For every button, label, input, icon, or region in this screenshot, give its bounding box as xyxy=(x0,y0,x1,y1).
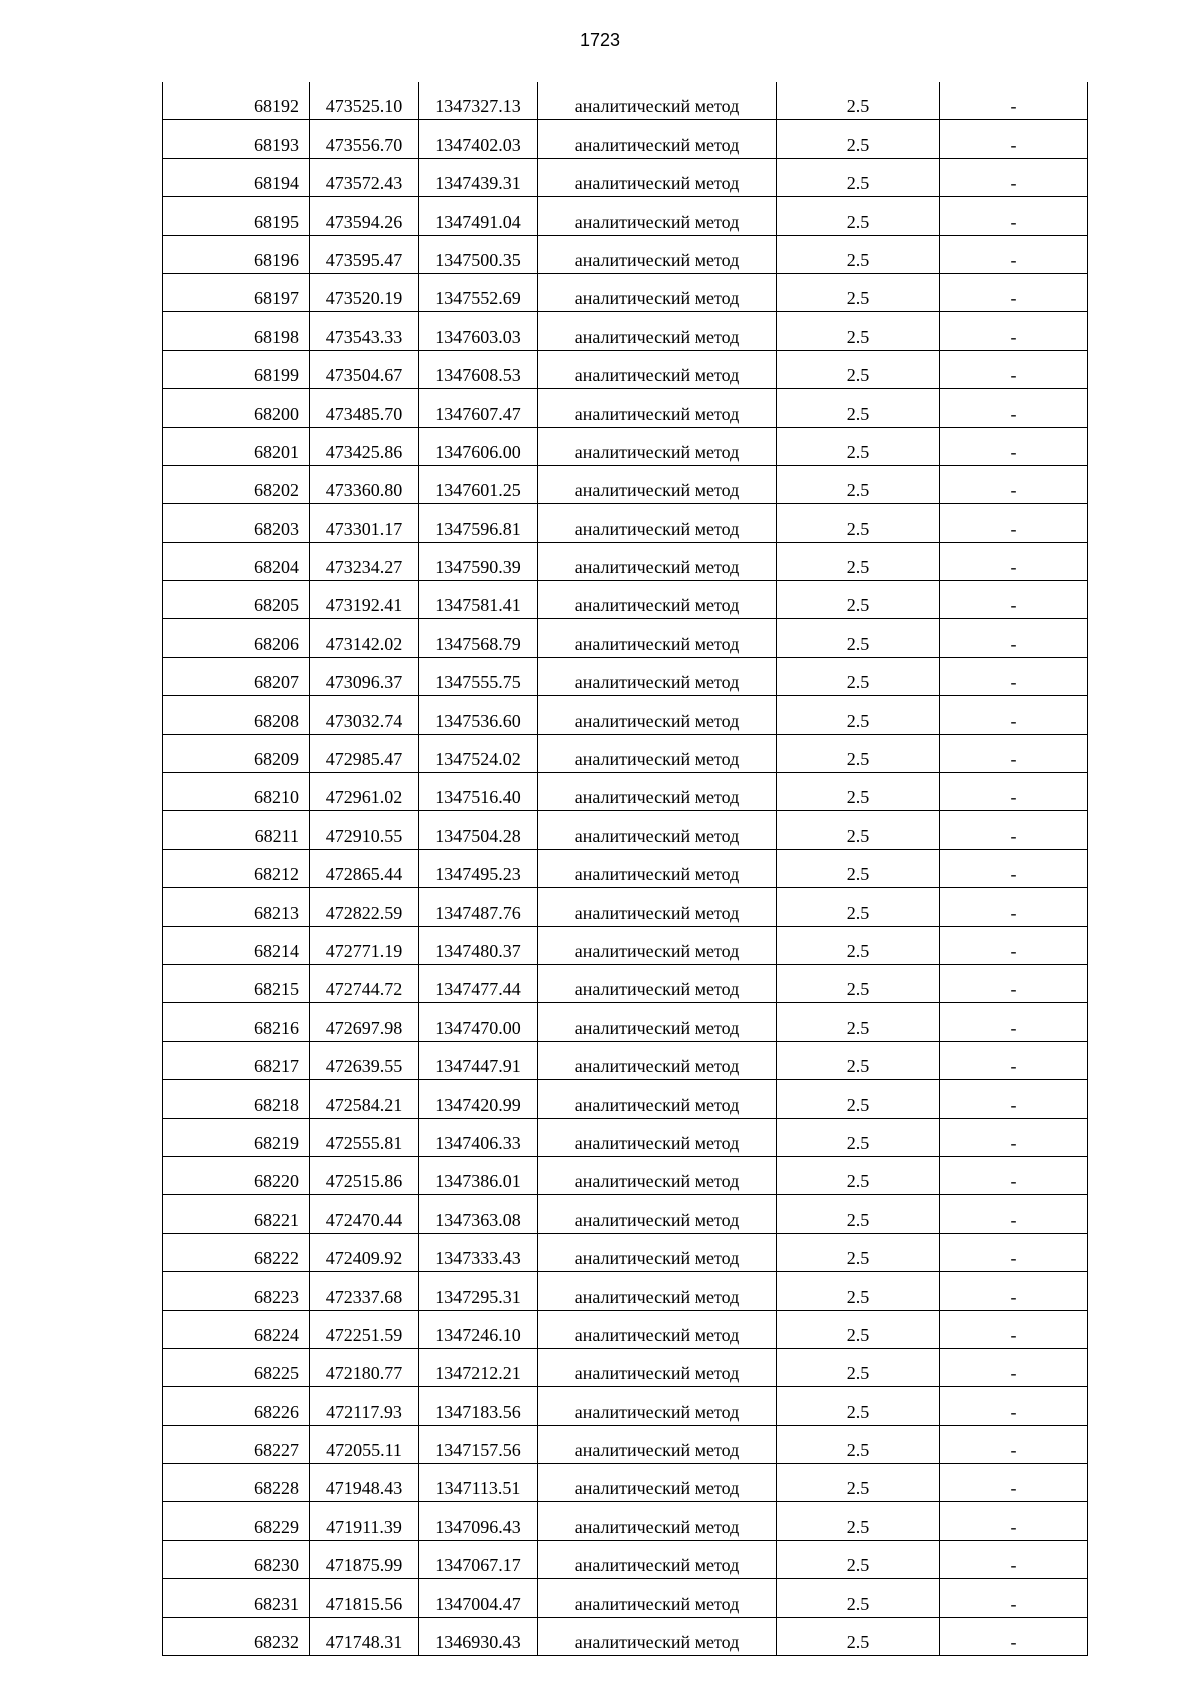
accuracy-cell: 2.5 xyxy=(777,964,940,1002)
y-coordinate-cell: 1347504.28 xyxy=(419,811,538,849)
x-coordinate-cell: 473192.41 xyxy=(310,581,419,619)
point-number-cell: 68220 xyxy=(163,1156,310,1194)
x-coordinate-cell: 473096.37 xyxy=(310,657,419,695)
point-number-cell: 68197 xyxy=(163,273,310,311)
x-coordinate-cell: 471815.56 xyxy=(310,1579,419,1617)
point-number-cell: 68232 xyxy=(163,1617,310,1655)
accuracy-cell: 2.5 xyxy=(777,82,940,120)
table-row xyxy=(163,581,1088,619)
y-coordinate-cell: 1347157.56 xyxy=(419,1425,538,1463)
method-cell: аналитический метод xyxy=(538,811,777,849)
point-number-cell: 68207 xyxy=(163,657,310,695)
table-row xyxy=(163,1003,1088,1041)
description-cell: - xyxy=(940,350,1088,388)
accuracy-cell: 2.5 xyxy=(777,657,940,695)
y-coordinate-cell: 1347420.99 xyxy=(419,1080,538,1118)
table-row xyxy=(163,1310,1088,1348)
accuracy-cell: 2.5 xyxy=(777,1540,940,1578)
method-cell: аналитический метод xyxy=(538,1579,777,1617)
table-row xyxy=(163,1464,1088,1502)
description-cell: - xyxy=(940,1080,1088,1118)
point-number-cell: 68204 xyxy=(163,542,310,580)
method-cell: аналитический метод xyxy=(538,1272,777,1310)
method-cell: аналитический метод xyxy=(538,888,777,926)
x-coordinate-cell: 473234.27 xyxy=(310,542,419,580)
y-coordinate-cell: 1347495.23 xyxy=(419,849,538,887)
coordinates-table xyxy=(162,82,1088,1656)
point-number-cell: 68203 xyxy=(163,504,310,542)
description-cell: - xyxy=(940,235,1088,273)
y-coordinate-cell: 1347333.43 xyxy=(419,1233,538,1271)
method-cell: аналитический метод xyxy=(538,581,777,619)
page-number: 1723 xyxy=(579,30,621,50)
point-number-cell: 68193 xyxy=(163,120,310,158)
description-cell: - xyxy=(940,1425,1088,1463)
method-cell: аналитический метод xyxy=(538,312,777,350)
description-cell: - xyxy=(940,1272,1088,1310)
table-row xyxy=(163,197,1088,235)
method-cell: аналитический метод xyxy=(538,1310,777,1348)
y-coordinate-cell: 1347596.81 xyxy=(419,504,538,542)
method-cell: аналитический метод xyxy=(538,1464,777,1502)
point-number-cell: 68222 xyxy=(163,1233,310,1271)
x-coordinate-cell: 472117.93 xyxy=(310,1387,419,1425)
table-row xyxy=(163,1272,1088,1310)
accuracy-cell: 2.5 xyxy=(777,581,940,619)
accuracy-cell: 2.5 xyxy=(777,1156,940,1194)
x-coordinate-cell: 473504.67 xyxy=(310,350,419,388)
method-cell: аналитический метод xyxy=(538,657,777,695)
method-cell: аналитический метод xyxy=(538,619,777,657)
x-coordinate-cell: 473301.17 xyxy=(310,504,419,542)
point-number-cell: 68202 xyxy=(163,465,310,503)
accuracy-cell: 2.5 xyxy=(777,696,940,734)
table-row xyxy=(163,811,1088,849)
accuracy-cell: 2.5 xyxy=(777,1464,940,1502)
point-number-cell: 68213 xyxy=(163,888,310,926)
y-coordinate-cell: 1347212.21 xyxy=(419,1348,538,1386)
accuracy-cell: 2.5 xyxy=(777,619,940,657)
table-row xyxy=(163,1041,1088,1079)
y-coordinate-cell: 1347601.25 xyxy=(419,465,538,503)
table-row xyxy=(163,1579,1088,1617)
x-coordinate-cell: 471948.43 xyxy=(310,1464,419,1502)
accuracy-cell: 2.5 xyxy=(777,542,940,580)
method-cell: аналитический метод xyxy=(538,465,777,503)
description-cell: - xyxy=(940,1579,1088,1617)
method-cell: аналитический метод xyxy=(538,1080,777,1118)
method-cell: аналитический метод xyxy=(538,273,777,311)
accuracy-cell: 2.5 xyxy=(777,197,940,235)
table-row xyxy=(163,734,1088,772)
table-row xyxy=(163,1502,1088,1540)
x-coordinate-cell: 472251.59 xyxy=(310,1310,419,1348)
y-coordinate-cell: 1347470.00 xyxy=(419,1003,538,1041)
accuracy-cell: 2.5 xyxy=(777,312,940,350)
x-coordinate-cell: 473360.80 xyxy=(310,465,419,503)
description-cell: - xyxy=(940,389,1088,427)
accuracy-cell: 2.5 xyxy=(777,350,940,388)
description-cell: - xyxy=(940,849,1088,887)
method-cell: аналитический метод xyxy=(538,120,777,158)
x-coordinate-cell: 473595.47 xyxy=(310,235,419,273)
accuracy-cell: 2.5 xyxy=(777,1348,940,1386)
table-row xyxy=(163,1425,1088,1463)
accuracy-cell: 2.5 xyxy=(777,849,940,887)
method-cell: аналитический метод xyxy=(538,1348,777,1386)
description-cell: - xyxy=(940,1003,1088,1041)
method-cell: аналитический метод xyxy=(538,1041,777,1079)
method-cell: аналитический метод xyxy=(538,1233,777,1271)
point-number-cell: 68201 xyxy=(163,427,310,465)
method-cell: аналитический метод xyxy=(538,82,777,120)
method-cell: аналитический метод xyxy=(538,696,777,734)
method-cell: аналитический метод xyxy=(538,1617,777,1655)
description-cell: - xyxy=(940,1387,1088,1425)
y-coordinate-cell: 1347113.51 xyxy=(419,1464,538,1502)
point-number-cell: 68209 xyxy=(163,734,310,772)
x-coordinate-cell: 471748.31 xyxy=(310,1617,419,1655)
table-row xyxy=(163,849,1088,887)
description-cell: - xyxy=(940,1348,1088,1386)
accuracy-cell: 2.5 xyxy=(777,1387,940,1425)
point-number-cell: 68225 xyxy=(163,1348,310,1386)
table-row xyxy=(163,1233,1088,1271)
y-coordinate-cell: 1347327.13 xyxy=(419,82,538,120)
point-number-cell: 68205 xyxy=(163,581,310,619)
x-coordinate-cell: 472515.86 xyxy=(310,1156,419,1194)
y-coordinate-cell: 1347487.76 xyxy=(419,888,538,926)
point-number-cell: 68200 xyxy=(163,389,310,427)
description-cell: - xyxy=(940,158,1088,196)
description-cell: - xyxy=(940,773,1088,811)
description-cell: - xyxy=(940,1464,1088,1502)
y-coordinate-cell: 1347500.35 xyxy=(419,235,538,273)
method-cell: аналитический метод xyxy=(538,197,777,235)
table-row xyxy=(163,696,1088,734)
method-cell: аналитический метод xyxy=(538,350,777,388)
point-number-cell: 68215 xyxy=(163,964,310,1002)
method-cell: аналитический метод xyxy=(538,1387,777,1425)
method-cell: аналитический метод xyxy=(538,926,777,964)
point-number-cell: 68223 xyxy=(163,1272,310,1310)
accuracy-cell: 2.5 xyxy=(777,120,940,158)
table-row xyxy=(163,964,1088,1002)
accuracy-cell: 2.5 xyxy=(777,504,940,542)
x-coordinate-cell: 472910.55 xyxy=(310,811,419,849)
x-coordinate-cell: 472180.77 xyxy=(310,1348,419,1386)
accuracy-cell: 2.5 xyxy=(777,158,940,196)
y-coordinate-cell: 1347406.33 xyxy=(419,1118,538,1156)
method-cell: аналитический метод xyxy=(538,389,777,427)
x-coordinate-cell: 472744.72 xyxy=(310,964,419,1002)
table-row xyxy=(163,350,1088,388)
method-cell: аналитический метод xyxy=(538,1502,777,1540)
x-coordinate-cell: 472337.68 xyxy=(310,1272,419,1310)
point-number-cell: 68226 xyxy=(163,1387,310,1425)
y-coordinate-cell: 1347606.00 xyxy=(419,427,538,465)
x-coordinate-cell: 473556.70 xyxy=(310,120,419,158)
accuracy-cell: 2.5 xyxy=(777,1118,940,1156)
description-cell: - xyxy=(940,504,1088,542)
point-number-cell: 68208 xyxy=(163,696,310,734)
x-coordinate-cell: 473543.33 xyxy=(310,312,419,350)
point-number-cell: 68195 xyxy=(163,197,310,235)
y-coordinate-cell: 1347183.56 xyxy=(419,1387,538,1425)
description-cell: - xyxy=(940,619,1088,657)
method-cell: аналитический метод xyxy=(538,1118,777,1156)
x-coordinate-cell: 472055.11 xyxy=(310,1425,419,1463)
y-coordinate-cell: 1347516.40 xyxy=(419,773,538,811)
method-cell: аналитический метод xyxy=(538,504,777,542)
accuracy-cell: 2.5 xyxy=(777,734,940,772)
coordinates-table-body xyxy=(163,82,1088,1656)
point-number-cell: 68212 xyxy=(163,849,310,887)
table-row xyxy=(163,1080,1088,1118)
accuracy-cell: 2.5 xyxy=(777,1579,940,1617)
description-cell: - xyxy=(940,1156,1088,1194)
accuracy-cell: 2.5 xyxy=(777,1310,940,1348)
method-cell: аналитический метод xyxy=(538,235,777,273)
point-number-cell: 68224 xyxy=(163,1310,310,1348)
table-row xyxy=(163,619,1088,657)
table-row xyxy=(163,120,1088,158)
x-coordinate-cell: 471875.99 xyxy=(310,1540,419,1578)
y-coordinate-cell: 1347607.47 xyxy=(419,389,538,427)
accuracy-cell: 2.5 xyxy=(777,427,940,465)
table-row xyxy=(163,235,1088,273)
point-number-cell: 68218 xyxy=(163,1080,310,1118)
point-number-cell: 68230 xyxy=(163,1540,310,1578)
point-number-cell: 68227 xyxy=(163,1425,310,1463)
y-coordinate-cell: 1347402.03 xyxy=(419,120,538,158)
description-cell: - xyxy=(940,1195,1088,1233)
x-coordinate-cell: 473142.02 xyxy=(310,619,419,657)
accuracy-cell: 2.5 xyxy=(777,773,940,811)
description-cell: - xyxy=(940,427,1088,465)
method-cell: аналитический метод xyxy=(538,849,777,887)
table-row xyxy=(163,504,1088,542)
accuracy-cell: 2.5 xyxy=(777,1080,940,1118)
description-cell: - xyxy=(940,1118,1088,1156)
point-number-cell: 68219 xyxy=(163,1118,310,1156)
point-number-cell: 68192 xyxy=(163,82,310,120)
y-coordinate-cell: 1347608.53 xyxy=(419,350,538,388)
point-number-cell: 68210 xyxy=(163,773,310,811)
x-coordinate-cell: 472584.21 xyxy=(310,1080,419,1118)
description-cell: - xyxy=(940,1233,1088,1271)
table-row xyxy=(163,542,1088,580)
y-coordinate-cell: 1347480.37 xyxy=(419,926,538,964)
accuracy-cell: 2.5 xyxy=(777,273,940,311)
description-cell: - xyxy=(940,964,1088,1002)
description-cell: - xyxy=(940,197,1088,235)
x-coordinate-cell: 472639.55 xyxy=(310,1041,419,1079)
description-cell: - xyxy=(940,581,1088,619)
method-cell: аналитический метод xyxy=(538,1156,777,1194)
point-number-cell: 68229 xyxy=(163,1502,310,1540)
accuracy-cell: 2.5 xyxy=(777,1502,940,1540)
point-number-cell: 68211 xyxy=(163,811,310,849)
y-coordinate-cell: 1347552.69 xyxy=(419,273,538,311)
description-cell: - xyxy=(940,888,1088,926)
table-row xyxy=(163,773,1088,811)
description-cell: - xyxy=(940,465,1088,503)
table-row xyxy=(163,926,1088,964)
x-coordinate-cell: 472961.02 xyxy=(310,773,419,811)
accuracy-cell: 2.5 xyxy=(777,926,940,964)
description-cell: - xyxy=(940,1617,1088,1655)
table-row xyxy=(163,273,1088,311)
table-row xyxy=(163,1387,1088,1425)
point-number-cell: 68214 xyxy=(163,926,310,964)
method-cell: аналитический метод xyxy=(538,158,777,196)
table-row xyxy=(163,1617,1088,1655)
description-cell: - xyxy=(940,82,1088,120)
description-cell: - xyxy=(940,1041,1088,1079)
x-coordinate-cell: 473594.26 xyxy=(310,197,419,235)
description-cell: - xyxy=(940,926,1088,964)
method-cell: аналитический метод xyxy=(538,1195,777,1233)
table-row xyxy=(163,888,1088,926)
method-cell: аналитический метод xyxy=(538,773,777,811)
x-coordinate-cell: 472985.47 xyxy=(310,734,419,772)
x-coordinate-cell: 473572.43 xyxy=(310,158,419,196)
accuracy-cell: 2.5 xyxy=(777,1617,940,1655)
y-coordinate-cell: 1347568.79 xyxy=(419,619,538,657)
y-coordinate-cell: 1347447.91 xyxy=(419,1041,538,1079)
y-coordinate-cell: 1347590.39 xyxy=(419,542,538,580)
table-row xyxy=(163,1118,1088,1156)
table-row xyxy=(163,82,1088,120)
y-coordinate-cell: 1347439.31 xyxy=(419,158,538,196)
y-coordinate-cell: 1347004.47 xyxy=(419,1579,538,1617)
accuracy-cell: 2.5 xyxy=(777,1003,940,1041)
x-coordinate-cell: 472771.19 xyxy=(310,926,419,964)
point-number-cell: 68196 xyxy=(163,235,310,273)
x-coordinate-cell: 472555.81 xyxy=(310,1118,419,1156)
point-number-cell: 68216 xyxy=(163,1003,310,1041)
y-coordinate-cell: 1347524.02 xyxy=(419,734,538,772)
x-coordinate-cell: 473520.19 xyxy=(310,273,419,311)
description-cell: - xyxy=(940,542,1088,580)
y-coordinate-cell: 1347295.31 xyxy=(419,1272,538,1310)
table-row xyxy=(163,427,1088,465)
accuracy-cell: 2.5 xyxy=(777,1272,940,1310)
accuracy-cell: 2.5 xyxy=(777,1195,940,1233)
x-coordinate-cell: 472822.59 xyxy=(310,888,419,926)
accuracy-cell: 2.5 xyxy=(777,811,940,849)
x-coordinate-cell: 473525.10 xyxy=(310,82,419,120)
table-row xyxy=(163,1195,1088,1233)
description-cell: - xyxy=(940,273,1088,311)
y-coordinate-cell: 1347067.17 xyxy=(419,1540,538,1578)
point-number-cell: 68206 xyxy=(163,619,310,657)
y-coordinate-cell: 1347581.41 xyxy=(419,581,538,619)
y-coordinate-cell: 1346930.43 xyxy=(419,1617,538,1655)
method-cell: аналитический метод xyxy=(538,542,777,580)
accuracy-cell: 2.5 xyxy=(777,465,940,503)
x-coordinate-cell: 473425.86 xyxy=(310,427,419,465)
x-coordinate-cell: 471911.39 xyxy=(310,1502,419,1540)
accuracy-cell: 2.5 xyxy=(777,389,940,427)
x-coordinate-cell: 473032.74 xyxy=(310,696,419,734)
accuracy-cell: 2.5 xyxy=(777,1041,940,1079)
table-row xyxy=(163,657,1088,695)
point-number-cell: 68198 xyxy=(163,312,310,350)
point-number-cell: 68221 xyxy=(163,1195,310,1233)
method-cell: аналитический метод xyxy=(538,734,777,772)
point-number-cell: 68199 xyxy=(163,350,310,388)
x-coordinate-cell: 473485.70 xyxy=(310,389,419,427)
description-cell: - xyxy=(940,312,1088,350)
method-cell: аналитический метод xyxy=(538,964,777,1002)
accuracy-cell: 2.5 xyxy=(777,1425,940,1463)
table-row xyxy=(163,389,1088,427)
accuracy-cell: 2.5 xyxy=(777,1233,940,1271)
y-coordinate-cell: 1347363.08 xyxy=(419,1195,538,1233)
x-coordinate-cell: 472865.44 xyxy=(310,849,419,887)
description-cell: - xyxy=(940,811,1088,849)
point-number-cell: 68231 xyxy=(163,1579,310,1617)
table-row xyxy=(163,158,1088,196)
x-coordinate-cell: 472697.98 xyxy=(310,1003,419,1041)
description-cell: - xyxy=(940,1310,1088,1348)
table-row xyxy=(163,1156,1088,1194)
method-cell: аналитический метод xyxy=(538,1425,777,1463)
y-coordinate-cell: 1347536.60 xyxy=(419,696,538,734)
y-coordinate-cell: 1347477.44 xyxy=(419,964,538,1002)
method-cell: аналитический метод xyxy=(538,427,777,465)
accuracy-cell: 2.5 xyxy=(777,235,940,273)
y-coordinate-cell: 1347386.01 xyxy=(419,1156,538,1194)
method-cell: аналитический метод xyxy=(538,1003,777,1041)
table-row xyxy=(163,1540,1088,1578)
x-coordinate-cell: 472409.92 xyxy=(310,1233,419,1271)
point-number-cell: 68217 xyxy=(163,1041,310,1079)
y-coordinate-cell: 1347555.75 xyxy=(419,657,538,695)
description-cell: - xyxy=(940,1502,1088,1540)
description-cell: - xyxy=(940,657,1088,695)
accuracy-cell: 2.5 xyxy=(777,888,940,926)
point-number-cell: 68194 xyxy=(163,158,310,196)
point-number-cell: 68228 xyxy=(163,1464,310,1502)
y-coordinate-cell: 1347246.10 xyxy=(419,1310,538,1348)
description-cell: - xyxy=(940,1540,1088,1578)
y-coordinate-cell: 1347096.43 xyxy=(419,1502,538,1540)
table-row xyxy=(163,1348,1088,1386)
description-cell: - xyxy=(940,696,1088,734)
table-row xyxy=(163,312,1088,350)
y-coordinate-cell: 1347491.04 xyxy=(419,197,538,235)
method-cell: аналитический метод xyxy=(538,1540,777,1578)
description-cell: - xyxy=(940,734,1088,772)
x-coordinate-cell: 472470.44 xyxy=(310,1195,419,1233)
y-coordinate-cell: 1347603.03 xyxy=(419,312,538,350)
description-cell: - xyxy=(940,120,1088,158)
table-row xyxy=(163,465,1088,503)
